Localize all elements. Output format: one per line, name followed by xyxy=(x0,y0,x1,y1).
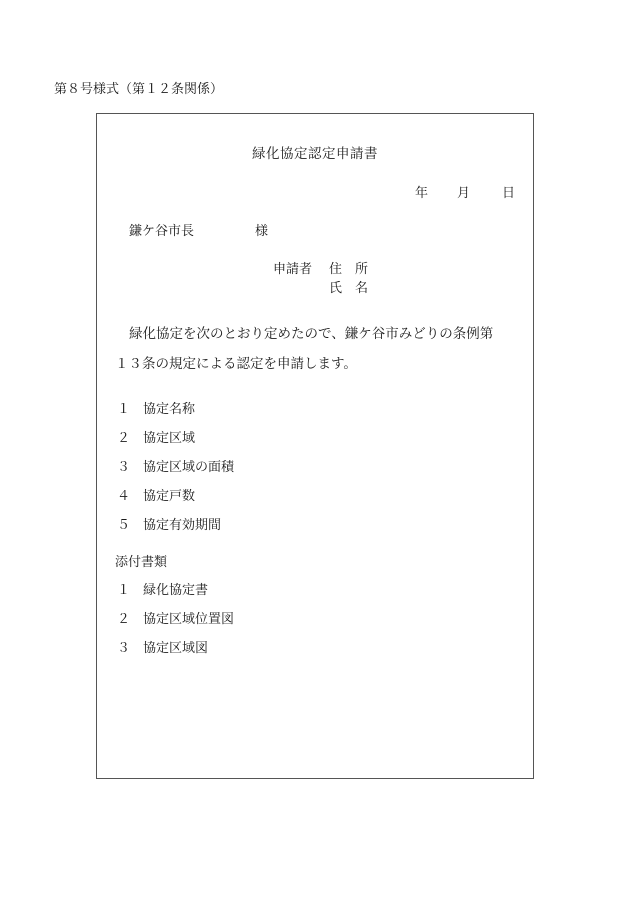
date-year-label: 年 xyxy=(415,186,429,201)
item-label-area-size: 協定区域の面積 xyxy=(143,460,235,475)
item-number: ５ xyxy=(117,518,131,533)
item-number: １ xyxy=(117,402,131,417)
attachment-number: ２ xyxy=(117,612,131,627)
item-label-agreement-area: 協定区域 xyxy=(143,431,196,446)
attachment-label-agreement-document: 緑化協定書 xyxy=(143,583,209,598)
body-text-line-1: 緑化協定を次のとおり定めたので、鎌ケ谷市みどりの条例第 xyxy=(129,326,494,342)
attachment-label-area-map: 協定区域図 xyxy=(143,641,209,656)
form-number: 第８号様式（第１２条関係） xyxy=(54,82,224,97)
addressee-honorific: 様 xyxy=(255,224,269,239)
date-day-label: 日 xyxy=(502,186,516,201)
item-number: ２ xyxy=(117,431,131,446)
item-label-household-count: 協定戸数 xyxy=(143,489,196,504)
body-text-line-2: １３条の規定による認定を申請します。 xyxy=(115,356,357,372)
date-month-label: 月 xyxy=(457,186,471,201)
item-label-validity-period: 協定有効期間 xyxy=(143,518,222,533)
application-form-frame xyxy=(96,113,534,779)
item-number: ４ xyxy=(117,489,131,504)
attachment-number: ３ xyxy=(117,641,131,656)
addressee-name: 鎌ケ谷市長 xyxy=(129,224,195,239)
applicant-address-label: 住 所 xyxy=(329,262,369,277)
applicant-name-label: 氏 名 xyxy=(329,281,369,296)
applicant-label: 申請者 xyxy=(273,262,313,277)
attachment-number: １ xyxy=(117,583,131,598)
form-title: 緑化協定認定申請書 xyxy=(252,146,378,162)
item-number: ３ xyxy=(117,460,131,475)
attachment-label-location-map: 協定区域位置図 xyxy=(143,612,235,627)
item-label-agreement-name: 協定名称 xyxy=(143,402,196,417)
attachments-heading: 添付書類 xyxy=(115,555,168,570)
